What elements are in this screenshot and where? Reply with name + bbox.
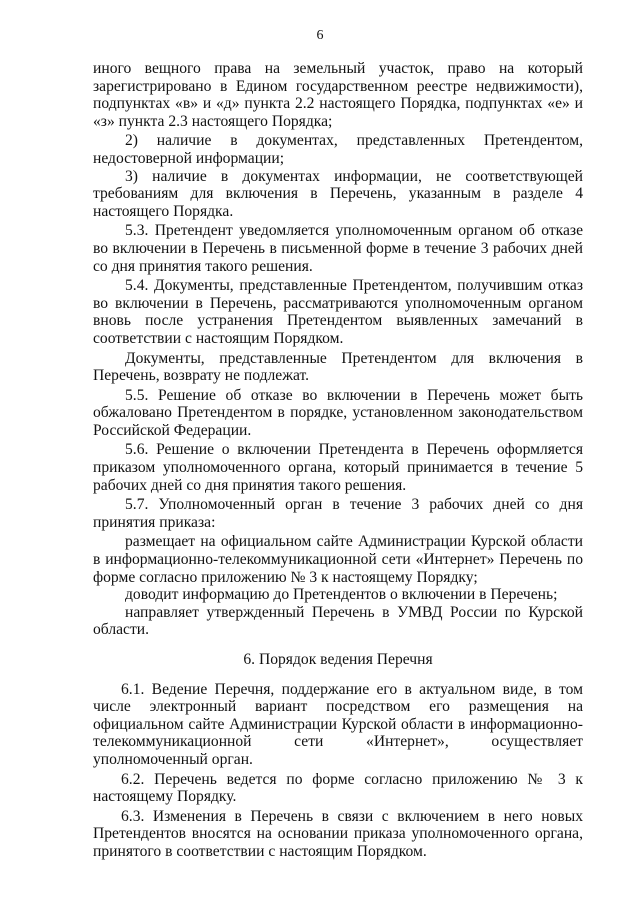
paragraph-5-4: 5.4. Документы, представленные Претендентом, получившим отказ во включении в Перечень, рассматриваются уполномоченным органом вновь после устранения Претендентом выявленных замечаний в соответствии с настоящим Порядком. xyxy=(93,277,583,347)
paragraph-5-3: 5.3. Претендент уведомляется уполномоченным органом об отказе во включении в Перечень в письменной форме в течение 3 рабочих дней со дня принятия такого решения. xyxy=(93,222,583,275)
paragraph-item-2: 2) наличие в документах, представленных Претендентом, недостоверной информации; xyxy=(93,132,583,167)
paragraph-documents-not-returned: Документы, представленные Претендентом для включения в Перечень, возврату не подлежат. xyxy=(93,349,583,385)
paragraph-6-3: 6.3. Изменения в Перечень в связи с включением в него новых Претендентов вносятся на основании приказа уполномоченного органа, принятого в соответствии с настоящим Порядком. xyxy=(93,807,583,860)
paragraph-item-3: 3) наличие в документах информации, не соответствующей требованиям для включения в Перечень, указанным в разделе 4 настоящего Порядка. xyxy=(93,167,583,220)
paragraph-5-5: 5.5. Решение об отказе во включении в Перечень может быть обжаловано Претендентом в порядке, установленном законодательством Российской Федерации. xyxy=(93,386,583,439)
paragraph-informs-applicants: доводит информацию до Претендентов о включении в Перечень; xyxy=(125,586,558,604)
document-body xyxy=(93,60,583,861)
paragraph-6-1: 6.1. Ведение Перечня, поддержание его в актуальном виде, в том числе электронный вариант посредством его размещения на официальном сайте Администрации Курской области в информационно-телекоммуникационной сети «Интернет», осуществляет уполномоченный орган. xyxy=(93,680,583,768)
paragraph-6-2: 6.2. Перечень ведется по форме согласно приложению № 3 к настоящему Порядку. xyxy=(93,770,583,806)
paragraph-5-7: 5.7. Уполномоченный орган в течение 3 рабочих дней со дня принятия приказа: xyxy=(93,496,583,531)
paragraph-sends-list: направляет утвержденный Перечень в УМВД России по Курской области. xyxy=(93,603,583,639)
paragraph-publishes-list: размещает на официальном сайте Администрации Курской области в информационно-телекоммуникационной сети «Интернет» Перечень по форме согласно приложению № 3 к настоящему Порядку; xyxy=(93,533,583,586)
page-number: 6 xyxy=(316,28,324,43)
section-heading: 6. Порядок ведения Перечня xyxy=(243,651,433,668)
paragraph-continuation: иного вещного права на земельный участок, право на который зарегистрировано в Едином государственном реестре недвижимости), подпунктах «в» и «д» пункта 2.2 настоящего Порядка, подпунктах «е» и «з» пункта 2.3 настоящего Порядка; xyxy=(93,60,583,130)
paragraph-5-6: 5.6. Решение о включении Претендента в Перечень оформляется приказом уполномоченного органа, который принимается в течение 5 рабочих дней со дня принятия такого решения. xyxy=(93,441,583,494)
